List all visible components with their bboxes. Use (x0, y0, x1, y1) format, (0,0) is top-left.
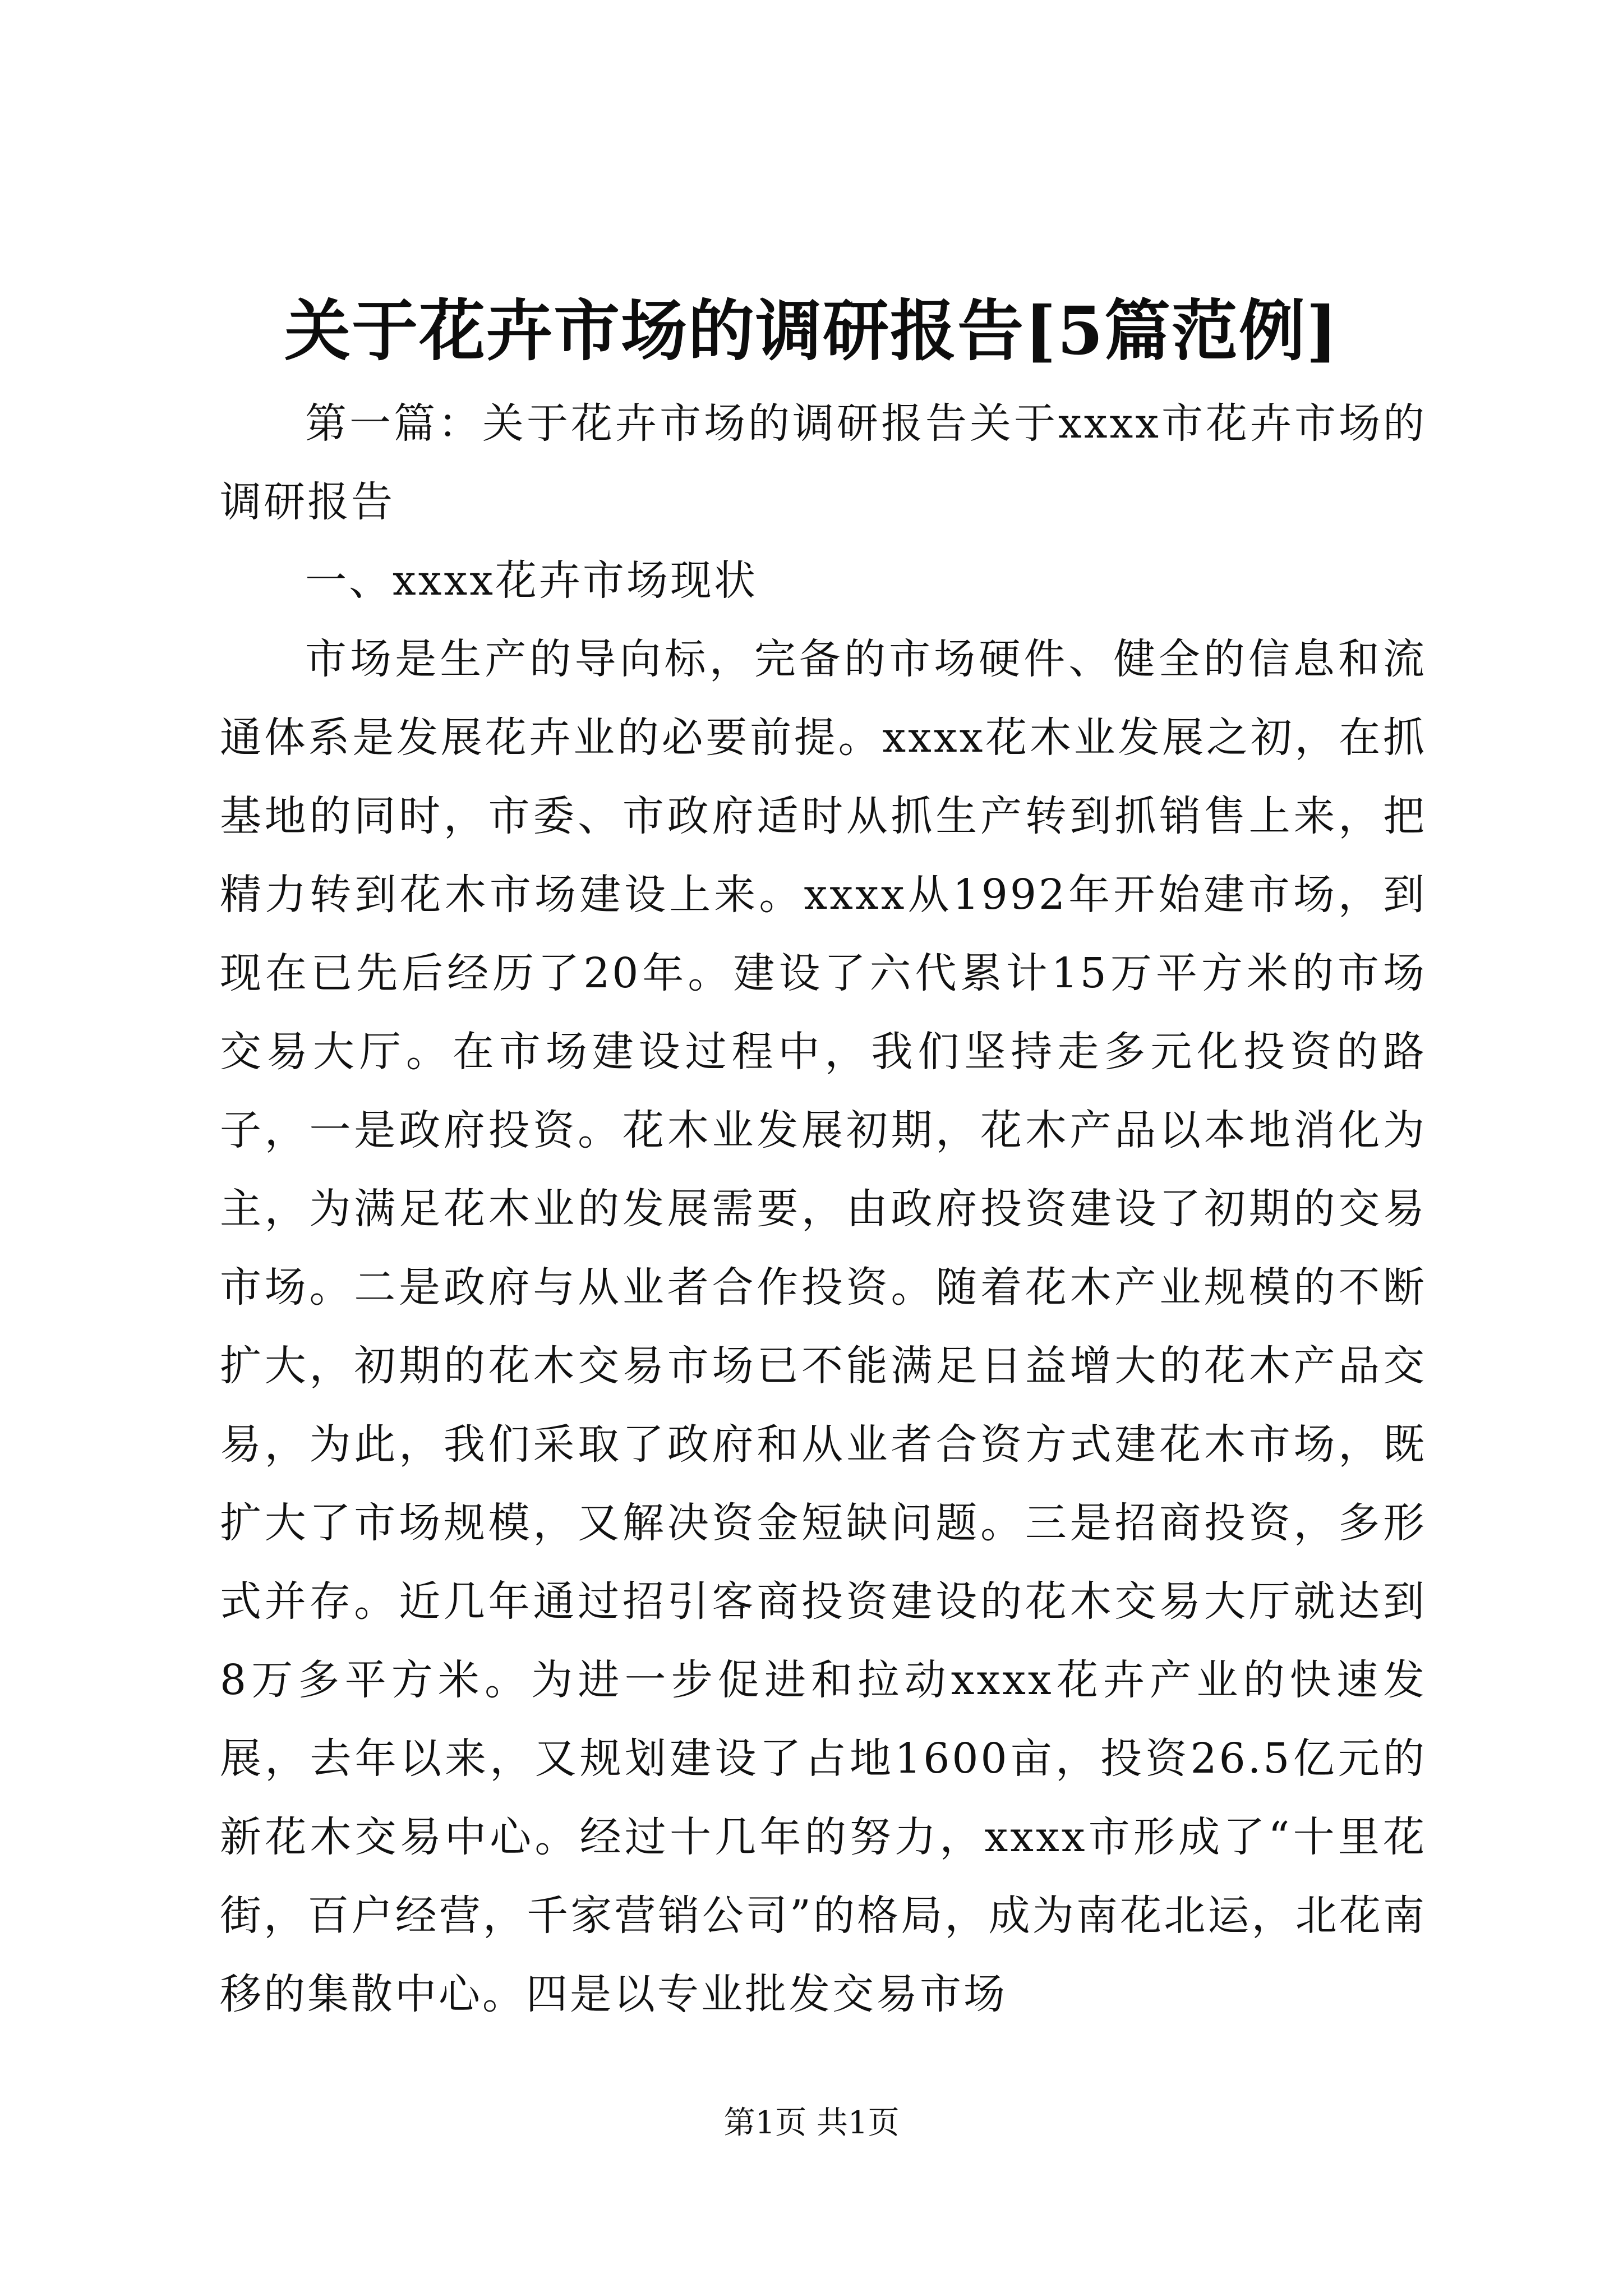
page-number-footer: 第1页 共1页 (723, 2105, 900, 2141)
document-title: 关于花卉市场的调研报告[5篇范例] (284, 292, 1339, 370)
paragraph-heading-first-article: 第一篇：关于花卉市场的调研报告关于xxxx市花卉市场的调研报告 (220, 399, 1427, 526)
paragraph-section-heading: 一、xxxx花卉市场现状 (305, 556, 758, 605)
paragraph-body: 市场是生产的导向标，完备的市场硬件、健全的信息和流通体系是发展花卉业的必要前提。xxxx花木业发展之初，在抓基地的同时，市委、市政府适时从抓生产转到抓销售上来，把精力转到花木市场建设上来。xxxx从1992年开始建市场，到现在已先后经历了20年。建设了六代累计15万平方米的市场交易大厅。在市场建设过程中，我们坚持走多元化投资的路子，一是政府投资。花木业发展初期，花木产品以本地消化为主，为满足花木业的发展需要，由政府投资建设了初期的交易市场。二是政府与从业者合作投资。随着花木产业规模的不断扩大，初期的花木交易市场已不能满足日益增大的花木产品交易，为此，我们采取了政府和从业者合资方式建花木市场，既扩大了市场规模，又解决资金短缺问题。三是招商投资，多形式并存。近几年通过招引客商投资建设的花木交易大厅就达到8万多平方米。为进一步促进和拉动xxxx花卉产业的快速发展，去年以来，又规划建设了占地1600亩，投资26.5亿元的新花木交易中心。经过十几年的努力，xxxx市形成了“十里花街，百户经营，千家营销公司”的格局，成为南花北运，北花南移的集散中心。四是以专业批发交易市场 (220, 635, 1427, 2018)
document-body (220, 384, 1427, 2033)
